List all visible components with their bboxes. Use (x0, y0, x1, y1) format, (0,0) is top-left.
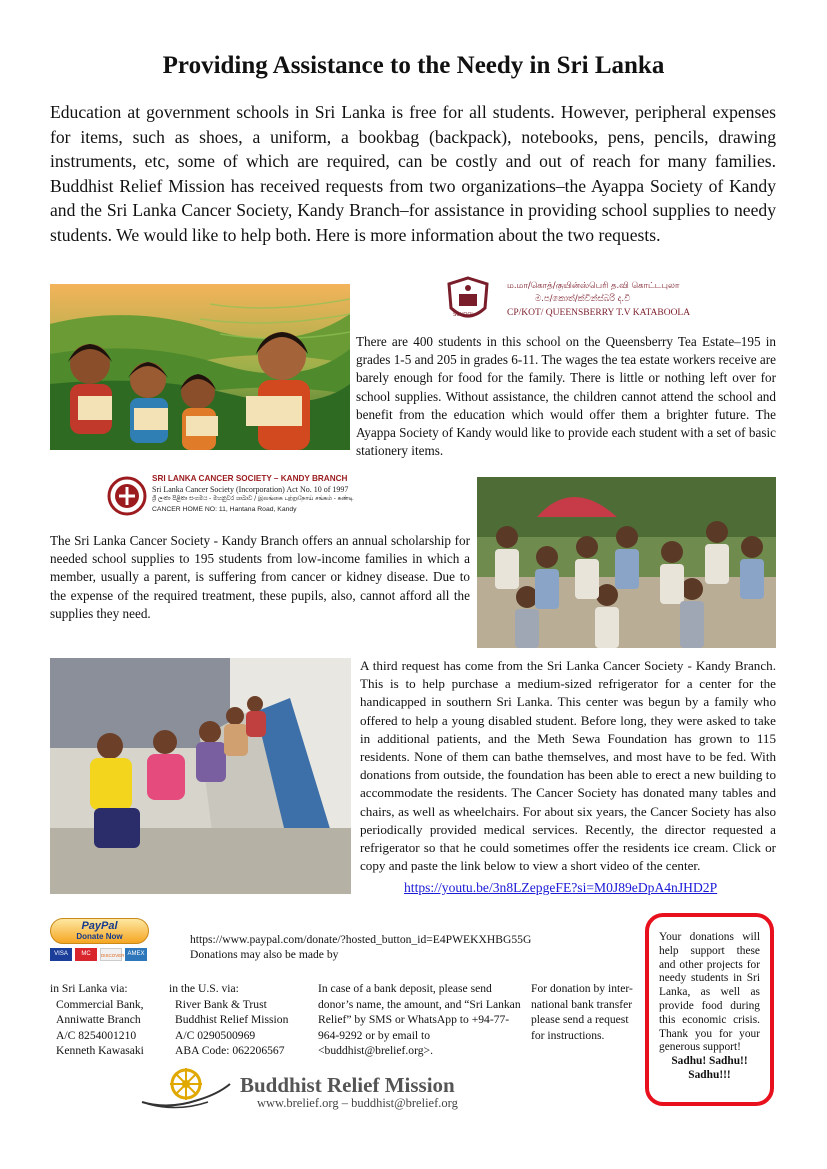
thank-you-text: Your donations will help support these and other projects for needy students in Sri Lanka, as well as provide food during this economic crisis. Thank you for your generous support! (659, 931, 760, 1054)
section-school-request: There are 400 students in this school on the Queensberry Tea Estate–195 in grades 1-5 and 205 in grades 6-11. The wages the tea estate workers receive are barely enough for food for the family. There is little or nothing left over for school supplies. Without assistance, the children cannot attend the school and benefit from the education which would offer them a brighter future. The Ayappa Society of Kandy would like to provide each student with a set of basic stationery items. (356, 334, 776, 459)
bank-us-holder: Buddhist Relief Mission (175, 1013, 289, 1026)
paypal-url[interactable]: https://www.paypal.com/donate/?hosted_button_id=E4PWEKXHBG55G (190, 933, 532, 946)
bank-sl-name: Commercial Bank, (56, 997, 144, 1011)
organization-name: Buddhist Relief Mission (240, 1073, 455, 1097)
mastercard-icon: MC (75, 948, 97, 961)
bank-sl-holder: Kenneth Kawasaki (56, 1044, 144, 1057)
bank-us-name: River Bank & Trust (175, 997, 267, 1011)
page-title: Providing Assistance to the Needy in Sri Lanka (162, 52, 665, 79)
intro-paragraph: Education at government schools in Sri Lanka is free for all students. However, peripheral expenses for items, such as shoes, a uniform, a bookbag (backpack), notebooks, pens, pencils, drawing instruments, etc, some of which are required, can be costly and out of reach for many families. Buddhist Relief Mission has received requests from two organizations–the Ayappa Society of Kandy and the Sri Lanka Cancer Society, Kandy Branch–for assistance in providing school supplies to needy students. We would like to help both. Here is more information about the two requests. (50, 102, 776, 245)
bank-sri-lanka (50, 981, 162, 1059)
school-name-english: CP/KOT/ QUEENSBERRY T.V KATABOOLA (507, 308, 691, 318)
slcs-address: CANCER HOME NO: 11, Hantana Road, Kandy (152, 506, 297, 513)
thank-you-box (645, 913, 774, 1106)
organization-contact[interactable]: www.brelief.org – buddhist@brelief.org (257, 1096, 458, 1110)
paypal-donate-label: Donate Now (76, 932, 123, 941)
section-refrigerator-request: A third request has come from the Sri Lanka Cancer Society - Kandy Branch. This is to help purchase a medium-sized refrigerator for a center for the handicapped in southern Sri Lanka. This center was begun by a family who offered to help a young disabled student. Before long, they were asked to take in additional patients, and the Meth Sewa Foundation has grown to 115 residents. None of them can bathe themselves, and most have to be fed. With donations from outside, the foundation has been able to erect a new building to accommodate the residents. The Cancer Society has donated many tables and chairs, as well as wheelchairs. For about six years, the Cancer Society has also periodically provided medical services. Recently, the director requested a refrigerator so that he could sometimes offer the residents ice cream. Click or copy and paste the link below to view a short video of the center. (360, 658, 776, 874)
bank-us-account: A/C 0290500969 (175, 1028, 256, 1042)
bank-deposit-instructions: In case of a bank deposit, please send donor’s name, the amount, and “Sri Lankan Relief” by SMS or WhatsApp to +94-77-964-9292 or by email to <buddhist@brelief.org>. (318, 982, 521, 1057)
amex-card-icon: AMEX (125, 948, 147, 961)
queensberry-school-logo (445, 276, 691, 326)
discover-card-icon: DISCOVER (100, 948, 122, 961)
bank-us-aba: ABA Code: 062206567 (175, 1044, 285, 1057)
school-name-tamil: ம.மா/கொத்/குயின்ஸ்பெரி த.வி கொட்டபுலா (507, 281, 680, 291)
children-reading-illustration (50, 284, 350, 450)
slcs-title: SRI LANKA CANCER SOCIETY – KANDY BRANCH (152, 474, 348, 483)
bank-us (169, 981, 309, 1059)
bank-us-heading: in the U.S. via: (169, 982, 239, 995)
cancer-society-logo (107, 474, 405, 518)
sadhu-text: Sadhu! Sadhu!! Sadhu!!! (671, 1055, 748, 1081)
credit-card-icons (50, 948, 149, 962)
paypal-button-body[interactable] (50, 918, 149, 944)
youtube-video-link[interactable]: https://youtu.be/3n8LZepgeFE?si=M0J89eDpA4nJHD2P (404, 880, 718, 895)
care-center-residents-photo (50, 658, 351, 894)
bank-sl-branch: Anniwatte Branch (56, 1013, 141, 1026)
slcs-local-names: ශ්‍රී ලංකා පිළිකා සංගමය - මහනුවර ශාඛාව / இலங்கை புற்றுநோய் சங்கம் - கண்டி (152, 496, 354, 502)
paypal-logo-text: PayPal (81, 920, 118, 932)
school-name-sinhala: ම.ප/කොත්/ක්වීන්ස්බරි ද.වි (535, 294, 631, 304)
school-children-photo (477, 477, 776, 648)
school-crest-text: SCHOOL (453, 312, 475, 318)
slcs-act: Sri Lanka Cancer Society (Incorporation) Act No. 10 of 1997 (152, 485, 349, 494)
bank-sl-account: A/C 8254001210 (56, 1028, 137, 1042)
dharma-wheel-logo (138, 1064, 238, 1114)
section-scholarship: The Sri Lanka Cancer Society - Kandy Branch offers an annual scholarship for needed school supplies to 195 students from low-income families in which a member, usually a parent, is suffering from cancer or kidney disease. Due to the expense of the required treatment, these pupils, also, cannot afford all the supplies they need. (50, 533, 470, 621)
visa-card-icon: VISA (50, 948, 72, 961)
international-transfer-instructions: For donation by inter-national bank transfer please send a request for instructions. (531, 982, 633, 1042)
bank-sl-heading: in Sri Lanka via: (50, 982, 128, 995)
other-donation-intro: Donations may also be made by (190, 948, 339, 961)
paypal-donate-button[interactable] (50, 918, 149, 962)
